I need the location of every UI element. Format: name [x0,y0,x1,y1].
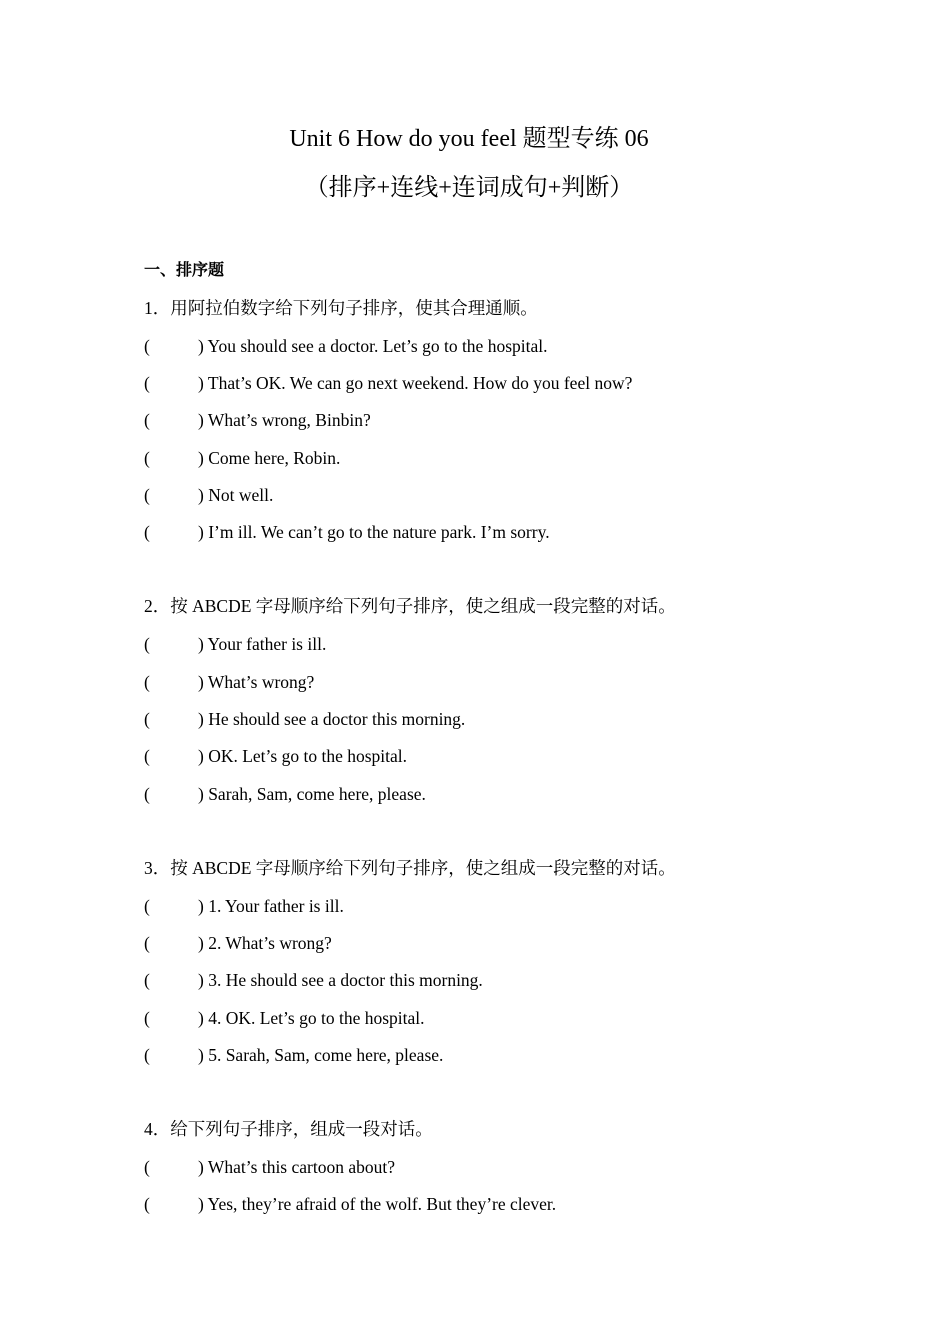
list-item: ( ) What’s wrong, Binbin? [144,410,371,430]
list-item: ( ) What’s wrong? [144,672,315,692]
list-item: ( ) Not well. [144,485,274,505]
list-item: ( ) Your father is ill. [144,634,327,654]
question-prompt: 4．给下列句子排序，组成一段对话。 [144,1119,433,1139]
list-item: ( ) 4. OK. Let’s go to the hospital. [144,1008,425,1028]
list-item: ( ) He should see a doctor this morning. [144,709,466,729]
answer-blank[interactable]: ( [144,373,150,393]
answer-blank[interactable]: ( [144,522,150,542]
page-subtitle: （排序+连线+连词成句+判断） [304,175,634,201]
list-item: ( ) I’m ill. We can’t go to the nature park. I’m sorry. [144,522,550,542]
page-title: Unit 6 How do you feel 题型专练 06 [289,126,649,152]
list-item: ( ) 2. What’s wrong? [144,933,332,953]
answer-blank[interactable]: ( [144,336,150,356]
list-item: ( ) That’s OK. We can go next weekend. How do you feel now? [144,373,633,393]
answer-blank[interactable]: ( [144,784,150,804]
section-heading: 一、排序题 [144,260,225,279]
answer-blank[interactable]: ( [144,1194,150,1214]
list-item: ( ) 3. He should see a doctor this morning. [144,970,483,990]
answer-blank[interactable]: ( [144,410,150,430]
list-item: ( ) Yes, they’re afraid of the wolf. But they’re clever. [144,1194,557,1214]
answer-blank[interactable]: ( [144,634,150,654]
answer-blank[interactable]: ( [144,1157,150,1177]
answer-blank[interactable]: ( [144,672,150,692]
answer-blank[interactable]: ( [144,933,150,953]
list-item: ( ) You should see a doctor. Let’s go to the hospital. [144,336,548,356]
list-item: ( ) 1. Your father is ill. [144,896,344,916]
answer-blank[interactable]: ( [144,896,150,916]
answer-blank[interactable]: ( [144,746,150,766]
list-item: ( ) Come here, Robin. [144,448,341,468]
question-prompt: 2．按 ABCDE 字母顺序给下列句子排序，使之组成一段完整的对话。 [144,596,676,616]
answer-blank[interactable]: ( [144,448,150,468]
answer-blank[interactable]: ( [144,1045,150,1065]
list-item: ( ) 5. Sarah, Sam, come here, please. [144,1045,444,1065]
list-item: ( ) What’s this cartoon about? [144,1157,395,1177]
answer-blank[interactable]: ( [144,970,150,990]
answer-blank[interactable]: ( [144,485,150,505]
list-item: ( ) OK. Let’s go to the hospital. [144,746,408,766]
question-prompt: 1．用阿拉伯数字给下列句子排序，使其合理通顺。 [144,298,538,318]
list-item: ( ) Sarah, Sam, come here, please. [144,784,426,804]
answer-blank[interactable]: ( [144,709,150,729]
question-prompt: 3．按 ABCDE 字母顺序给下列句子排序，使之组成一段完整的对话。 [144,858,676,878]
answer-blank[interactable]: ( [144,1008,150,1028]
